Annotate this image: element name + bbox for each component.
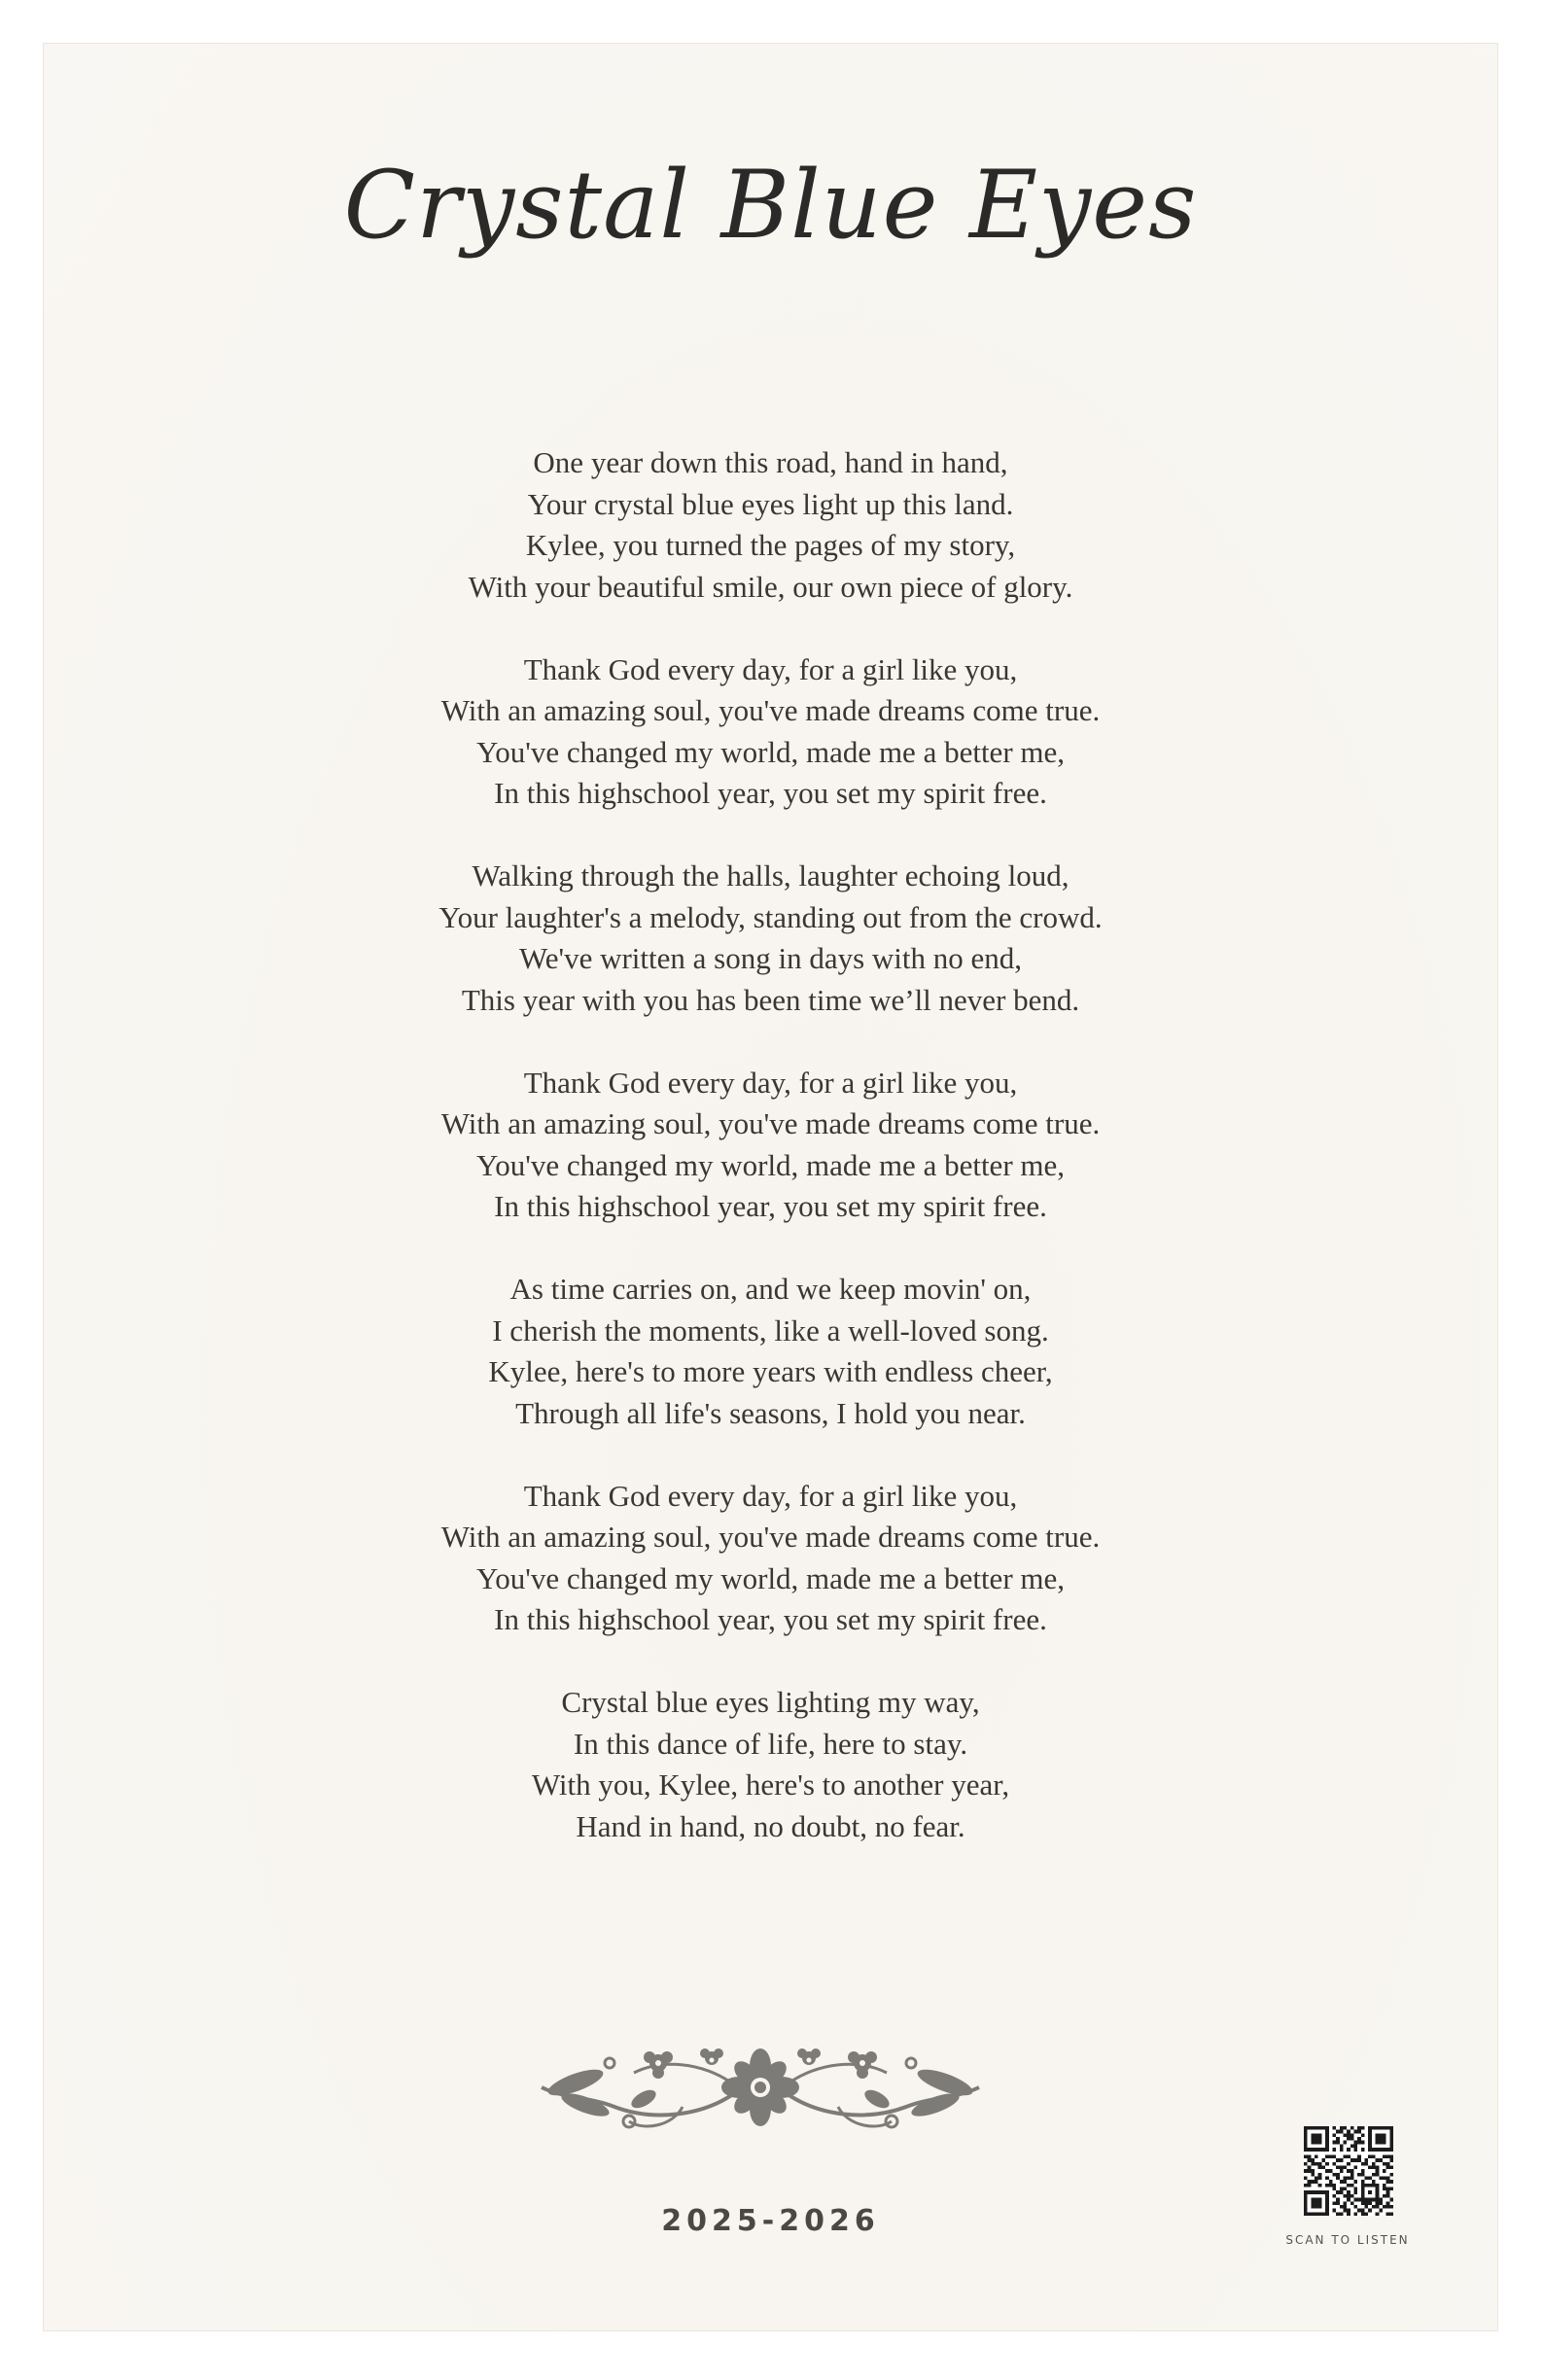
- qr-code-icon[interactable]: [1304, 2126, 1393, 2216]
- lyric-line: We've written a song in days with no end,: [518, 941, 1023, 975]
- lyric-line: Thank God every day, for a girl like you,: [523, 1478, 1018, 1513]
- lyric-line: One year down this road, hand in hand,: [533, 445, 1008, 479]
- lyric-line: Kylee, you turned the pages of my story,: [525, 528, 1016, 562]
- lyric-line: Kylee, here's to more years with endless cheer,: [488, 1354, 1053, 1388]
- stanza: [44, 1682, 1497, 1847]
- lyric-line: You've changed my world, made me a better me,: [475, 1560, 1066, 1595]
- lyric-line: Crystal blue eyes lighting my way,: [561, 1685, 980, 1719]
- lyric-line: You've changed my world, made me a better me,: [475, 1147, 1066, 1182]
- lyric-line: Thank God every day, for a girl like you,: [523, 1065, 1018, 1100]
- floral-divider-icon: [537, 2039, 984, 2136]
- lyric-line: I cherish the moments, like a well-loved song.: [492, 1312, 1049, 1348]
- stanza: [44, 1063, 1497, 1228]
- lyric-line: Your laughter's a melody, standing out from the crowd.: [438, 899, 1103, 934]
- stanza: [44, 649, 1497, 815]
- stanza: [44, 442, 1497, 608]
- song-title: Crystal Blue Eyes: [343, 151, 1198, 260]
- lyric-line: In this dance of life, here to stay.: [573, 1726, 968, 1761]
- lyric-line: With your beautiful smile, our own piece of glory.: [468, 569, 1073, 604]
- stanza: [44, 856, 1497, 1021]
- stanza: [44, 1476, 1497, 1641]
- lyric-line: Your crystal blue eyes light up this land.: [527, 486, 1014, 521]
- lyric-line: With you, Kylee, here's to another year,: [531, 1768, 1010, 1802]
- lyric-line: This year with you has been time we’ll never bend.: [461, 982, 1080, 1017]
- lyric-line: Walking through the halls, laughter echoing loud,: [472, 858, 1070, 892]
- lyric-line: With an amazing soul, you've made dreams come true.: [440, 693, 1101, 727]
- lyric-line: With an amazing soul, you've made dreams come true.: [440, 1106, 1101, 1140]
- stanza: [44, 1269, 1497, 1434]
- lyrics-body: [44, 442, 1497, 1889]
- lyric-line: In this highschool year, you set my spirit free.: [494, 1602, 1047, 1636]
- lyric-line: With an amazing soul, you've made dreams come true.: [440, 1520, 1101, 1554]
- poster-page: [43, 43, 1498, 2331]
- lyric-line: As time carries on, and we keep movin' on,: [509, 1272, 1032, 1306]
- lyric-line: Thank God every day, for a girl like you,: [523, 651, 1018, 686]
- lyric-line: In this highschool year, you set my spirit free.: [494, 776, 1047, 810]
- lyric-line: In this highschool year, you set my spirit free.: [494, 1189, 1047, 1223]
- qr-caption: SCAN TO LISTEN: [1285, 2233, 1410, 2247]
- year-label: 2025-2026: [661, 2204, 880, 2238]
- lyric-line: You've changed my world, made me a better me,: [475, 734, 1066, 769]
- lyric-line: Hand in hand, no doubt, no fear.: [576, 1808, 965, 1843]
- lyric-line: Through all life's seasons, I hold you near.: [515, 1395, 1026, 1430]
